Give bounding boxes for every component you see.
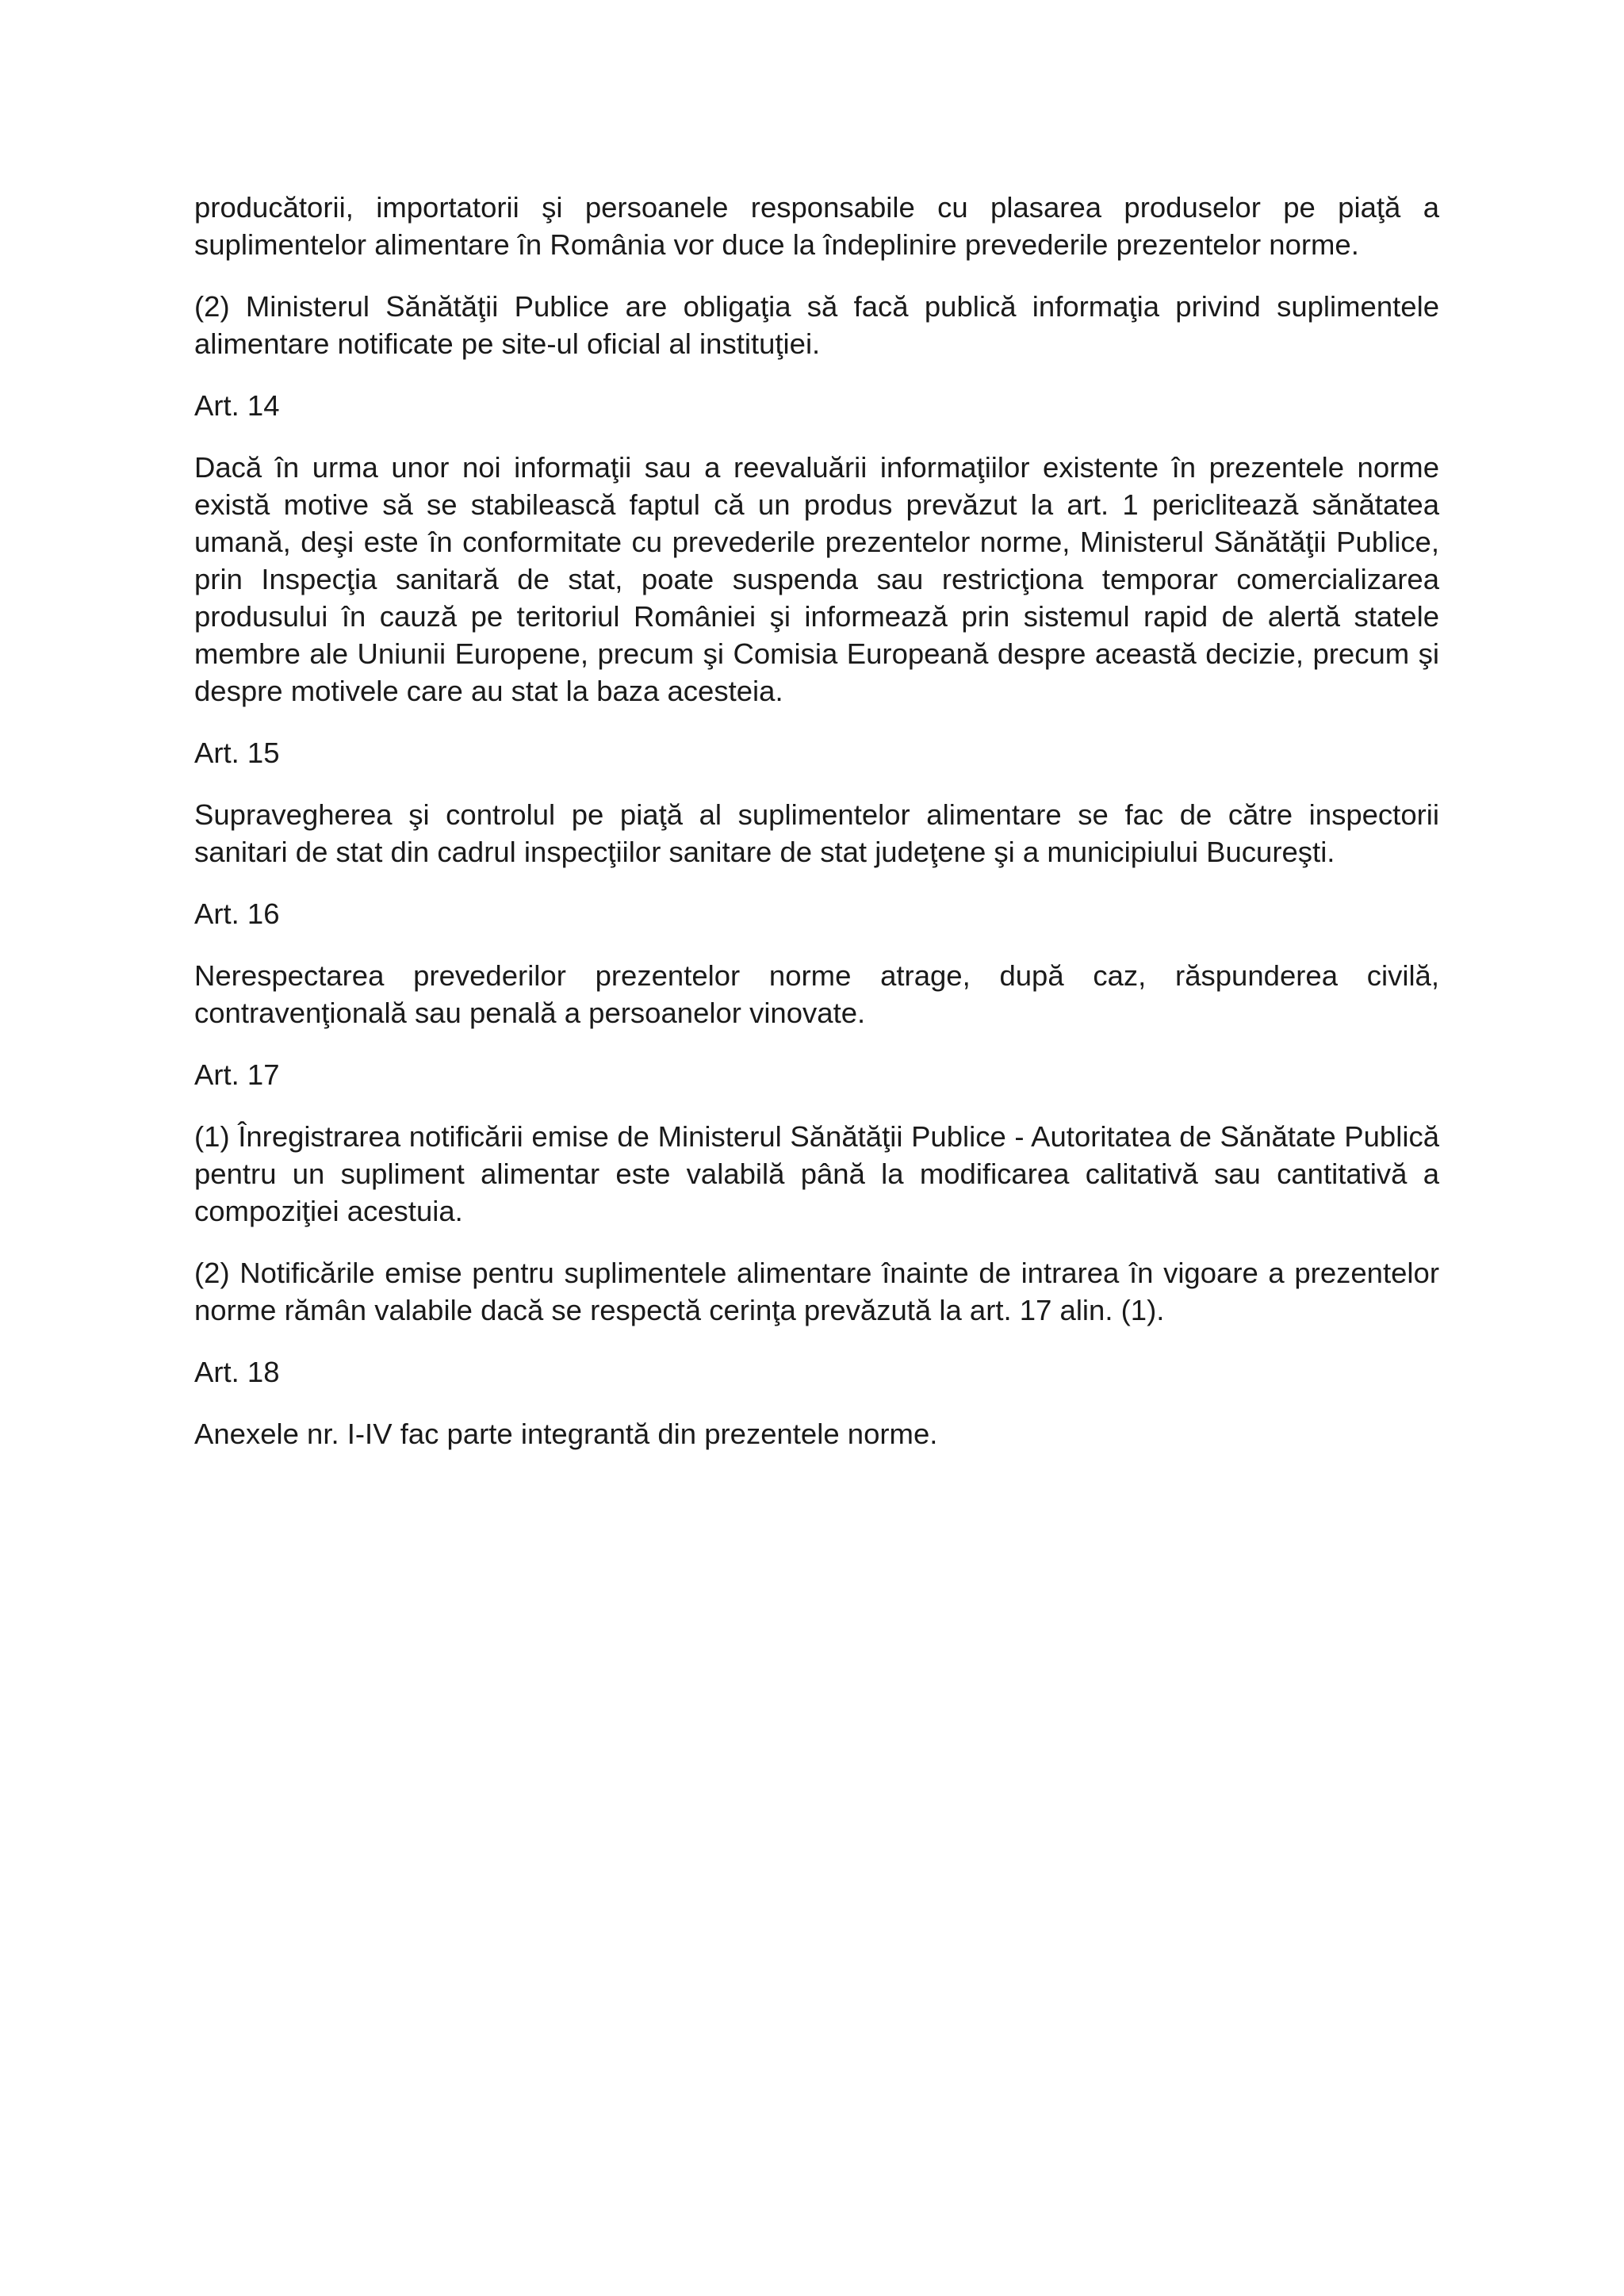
article-heading-16: Art. 16 — [194, 897, 280, 930]
paragraph-art17-alin2: (2) Notificările emise pentru suplimentele alimentare înainte de intrarea în vigoare a prezentelor norme rămân valabile dacă se respectă cerinţa prevăzută la art. 17 alin. (1). — [194, 1257, 1439, 1326]
article-heading-17: Art. 17 — [194, 1058, 280, 1091]
article-heading-15: Art. 15 — [194, 737, 280, 769]
paragraph-art16: Nerespectarea prevederilor prezentelor norme atrage, după caz, răspunderea civilă, contravenţională sau penală a persoanelor vinovate. — [194, 959, 1439, 1029]
paragraph-art14: Dacă în urma unor noi informaţii sau a reevaluării informaţiilor existente în prezentele norme există motive să se stabilească faptul că un produs prevăzut la art. 1 periclitează sănătatea umană, deşi este în conformitate cu prevederile prezentelor norme, Ministerul Sănătăţii Publice, prin Inspecţia sanitară de stat, poate suspenda sau restricţiona temporar comercializarea produsului în cauză pe teritoriul României şi informează prin sistemul rapid de alertă statele membre ale Uniunii Europene, precum şi Comisia Europeană despre această decizie, precum şi despre motivele care au stat la baza acesteia. — [194, 451, 1439, 707]
paragraph-art13-alin2: (2) Ministerul Sănătăţii Publice are obligaţia să facă publică informaţia privind suplimentele alimentare notificate pe site-ul oficial al instituţiei. — [194, 290, 1439, 360]
paragraph-continuation: producătorii, importatorii şi persoanele responsabile cu plasarea produselor pe piaţă a suplimentelor alimentare în România vor duce la îndeplinire prevederile prezentelor norme. — [194, 191, 1439, 261]
paragraph-art17-alin1: (1) Înregistrarea notificării emise de Ministerul Sănătăţii Publice - Autoritatea de Sănătate Publică pentru un supliment alimentar este valabilă până la modificarea calitativă sau cantitativă a compoziţiei acestuia. — [194, 1120, 1439, 1227]
document-page — [194, 189, 1439, 1477]
paragraph-art18: Anexele nr. I-IV fac parte integrantă din prezentele norme. — [194, 1418, 938, 1450]
paragraph-art15: Supravegherea şi controlul pe piaţă al suplimentelor alimentare se fac de către inspectorii sanitari de stat din cadrul inspecţiilor sanitare de stat judeţene şi a municipiului Bucureşti. — [194, 798, 1439, 868]
article-heading-14: Art. 14 — [194, 389, 280, 422]
article-heading-18: Art. 18 — [194, 1356, 280, 1388]
